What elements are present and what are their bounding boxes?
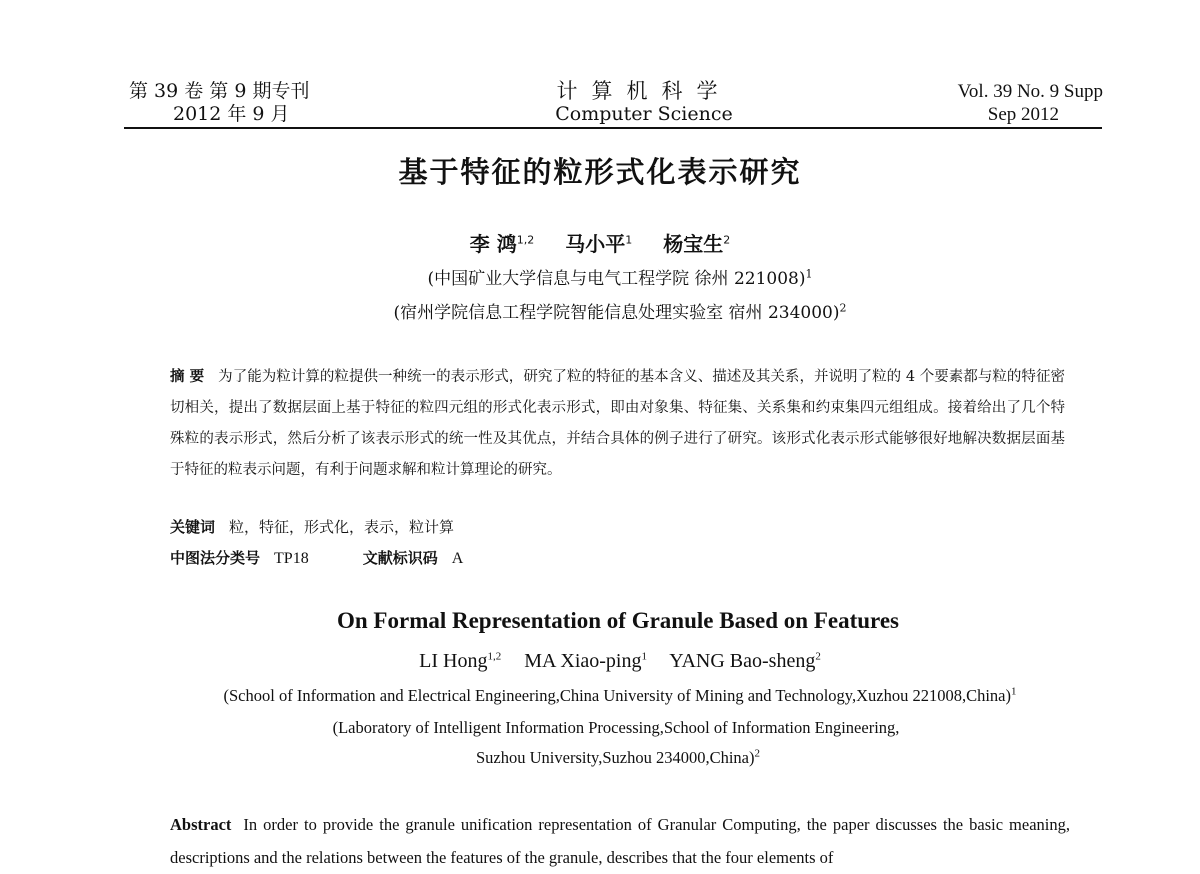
author-cn-3: 杨宝生 [663,232,724,256]
affiliation-cn-2-mark: 2 [839,301,847,315]
abstract-en [170,808,1070,874]
affiliation-cn-1 [20,264,1200,289]
affiliation-cn-1-mark: 1 [805,267,813,281]
author-cn-3-affil: 2 [723,233,731,247]
doc-code-label: 文献标识码 [362,549,438,567]
affiliation-en-3 [0,748,1200,768]
author-cn-1-affil: 1,2 [516,233,535,247]
header-date-en: Sep 2012 [987,104,1059,125]
journal-name-en: Computer Science [555,103,733,125]
clc-label: 中图法分类号 [170,549,261,567]
author-cn-2: 马小平 [565,232,626,256]
paper-title-en: On Formal Representation of Granule Based on Features [337,608,899,633]
author-en-2: MA Xiao-ping [524,650,642,672]
header-journal-name [400,80,888,126]
header-date-cn: 2012 年 9 月 [173,103,290,125]
affiliation-en-2 [0,718,1200,738]
affiliation-en-1 [0,686,1200,706]
keywords-cn [170,516,454,537]
header-volume-info [129,80,309,126]
keywords-cn-text: 粒，特征，形式化，表示，粒计算 [229,518,455,536]
header-volume-info-en [958,80,1103,126]
author-en-1-affil: 1,2 [487,650,502,663]
classification-line [170,547,463,568]
author-cn-1: 李 鸿 [469,232,517,256]
abstract-cn [170,362,1065,486]
affiliation-en-1-text: (School of Information and Electrical Engineering,China University of Mining and Technology,Xuzhou 221008,China) [223,686,1011,705]
authors-en [0,650,1200,673]
clc-value: TP18 [274,550,309,567]
journal-name-cn: 计算机科学 [556,79,732,103]
author-en-3-affil: 2 [815,650,821,663]
header-rule [124,127,1102,129]
author-en-1: LI Hong [419,650,488,672]
author-en-2-affil: 1 [641,650,647,663]
affiliation-cn-2-text: (宿州学院信息工程学院智能信息处理实验室 宿州 234000) [393,303,840,323]
author-cn-2-affil: 1 [625,233,633,247]
affiliation-en-1-mark: 1 [1010,685,1017,698]
affiliation-en-3-mark: 2 [754,747,760,760]
abstract-cn-text: 为了能为粒计算的粒提供一种统一的表示形式，研究了粒的特征的基本含义、描述及其关系，并说明了粒的 4 个要素都与粒的特征密切相关，提出了数据层面上基于特征的粒四元组的形式化表示形式，即由对象集、特征集、关系集和约束集四元组组成。接着给出了几个特殊粒的表示形式，然后分析了该表示形式的统一性及其优点，并结合具体的例子进行了研究。该形式化表示形式能够很好地解决数据层面基于特征的粒表示问题，有利于问题求解和粒计算理论的研究。 [170,369,1065,478]
author-en-3: YANG Bao-sheng [669,650,816,672]
affiliation-en-2-text: (Laboratory of Intelligent Information Processing,School of Information Engineering, [332,718,900,737]
affiliation-cn-2 [20,298,1200,323]
header-volume-issue: 第 39 卷 第 9 期专刊 [129,80,310,102]
abstract-cn-label: 摘 要 [170,369,205,385]
keywords-cn-label: 关键词 [170,518,216,536]
header-volume-en: Vol. 39 No. 9 Supp [957,81,1103,102]
authors-cn [0,228,1200,257]
abstract-en-label: Abstract [170,815,232,834]
abstract-en-text: In order to provide the granule unification representation of Granular Computing, the paper discusses the basic meaning, descriptions and the relations between the features of the granule, describes that the four elements of [170,815,1070,867]
doc-code-value: A [451,550,464,567]
affiliation-en-3-text: Suzhou University,Suzhou 234000,China) [476,748,755,767]
paper-title-cn: 基于特征的粒形式化表示研究 [398,155,802,189]
affiliation-cn-1-text: (中国矿业大学信息与电气工程学院 徐州 221008) [427,269,806,289]
